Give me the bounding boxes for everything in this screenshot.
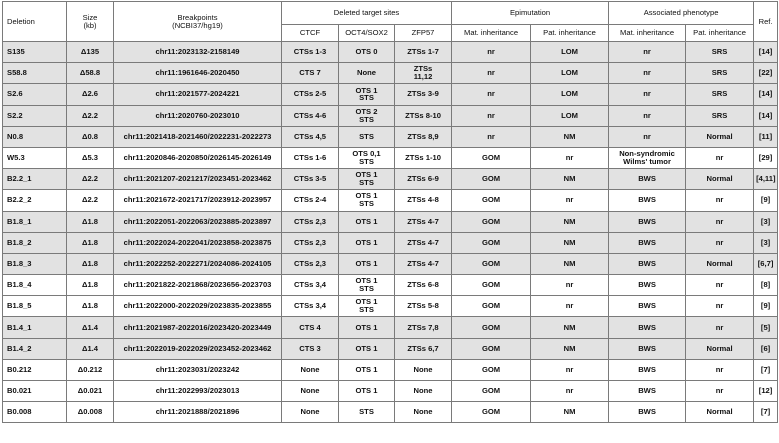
- deletion-cell: B0.021: [3, 381, 67, 402]
- zfp57-cell: None: [395, 359, 452, 380]
- size-cell: Δ58.8: [67, 63, 114, 84]
- size-cell: Δ1.8: [67, 275, 114, 296]
- phen-mat-cell: BWS: [609, 381, 686, 402]
- phen-mat-cell: Non-syndromic Wilms' tumor: [609, 147, 686, 168]
- breakpoints-cell: chr11:2022252-2022271/2024086-2024105: [114, 253, 282, 274]
- epi-mat-cell: GOM: [452, 402, 531, 423]
- ref-cell: [8]: [754, 275, 778, 296]
- header-epi-mat-inheritance: Mat. inheritance: [452, 25, 531, 42]
- phen-mat-cell: BWS: [609, 232, 686, 253]
- epi-pat-cell: NM: [531, 169, 609, 190]
- deletion-cell: N0.8: [3, 126, 67, 147]
- header-phen-pat-inheritance: Pat. inheritance: [686, 25, 754, 42]
- epi-pat-cell: NM: [531, 232, 609, 253]
- table-row: [3, 232, 778, 253]
- epi-mat-cell: GOM: [452, 317, 531, 338]
- ctcf-cell: CTSs 1-6: [282, 147, 339, 168]
- ctcf-cell: CTSs 1-3: [282, 42, 339, 63]
- phen-mat-cell: BWS: [609, 275, 686, 296]
- phen-pat-cell: SRS: [686, 84, 754, 105]
- ref-cell: [9]: [754, 296, 778, 317]
- oct4-sox2-cell: OTS 1 STS: [339, 296, 395, 317]
- breakpoints-cell: chr11:2022019-2022029/2023452-2023462: [114, 338, 282, 359]
- table-row: [3, 317, 778, 338]
- breakpoints-cell: chr11:2021207-2021217/2023451-2023462: [114, 169, 282, 190]
- epi-pat-cell: LOM: [531, 105, 609, 126]
- breakpoints-cell: chr11:2021987-2022016/2023420-2023449: [114, 317, 282, 338]
- ctcf-cell: CTS 4: [282, 317, 339, 338]
- phen-pat-cell: nr: [686, 275, 754, 296]
- phen-pat-cell: Normal: [686, 253, 754, 274]
- deletion-cell: B1.8_4: [3, 275, 67, 296]
- deletion-cell: W5.3: [3, 147, 67, 168]
- deletion-cell: B1.8_1: [3, 211, 67, 232]
- ctcf-cell: CTS 7: [282, 63, 339, 84]
- epi-mat-cell: GOM: [452, 169, 531, 190]
- phen-pat-cell: SRS: [686, 63, 754, 84]
- ctcf-cell: CTSs 4,5: [282, 126, 339, 147]
- breakpoints-cell: chr11:2021577-2024221: [114, 84, 282, 105]
- ctcf-cell: CTSs 2-4: [282, 190, 339, 211]
- header-zfp57: ZFP57: [395, 25, 452, 42]
- table-row: [3, 296, 778, 317]
- ref-cell: [6,7]: [754, 253, 778, 274]
- table-row: [3, 42, 778, 63]
- header-ref: Ref.: [754, 2, 778, 42]
- ref-cell: [3]: [754, 211, 778, 232]
- ctcf-cell: None: [282, 402, 339, 423]
- ref-cell: [5]: [754, 317, 778, 338]
- size-cell: Δ0.008: [67, 402, 114, 423]
- phen-mat-cell: nr: [609, 105, 686, 126]
- oct4-sox2-cell: OTS 1: [339, 359, 395, 380]
- zfp57-cell: ZTSs 1-7: [395, 42, 452, 63]
- epi-pat-cell: NM: [531, 317, 609, 338]
- phen-mat-cell: BWS: [609, 253, 686, 274]
- ctcf-cell: CTSs 3,4: [282, 275, 339, 296]
- header-deletion: Deletion: [3, 2, 67, 42]
- phen-pat-cell: nr: [686, 359, 754, 380]
- table-row: [3, 63, 778, 84]
- deletion-cell: S58.8: [3, 63, 67, 84]
- table-row: [3, 338, 778, 359]
- deletion-cell: B0.008: [3, 402, 67, 423]
- size-cell: Δ2.2: [67, 105, 114, 126]
- breakpoints-cell: chr11:2021672-2021717/2023912-2023957: [114, 190, 282, 211]
- phen-pat-cell: Normal: [686, 169, 754, 190]
- oct4-sox2-cell: OTS 1 STS: [339, 275, 395, 296]
- oct4-sox2-cell: OTS 0,1 STS: [339, 147, 395, 168]
- zfp57-cell: ZTSs 6-8: [395, 275, 452, 296]
- table-row: [3, 84, 778, 105]
- zfp57-cell: ZTSs 8-10: [395, 105, 452, 126]
- header-associated-phenotype: Associated phenotype: [609, 2, 754, 25]
- epi-pat-cell: nr: [531, 296, 609, 317]
- breakpoints-cell: chr11:2021418-2021460/2022231-2022273: [114, 126, 282, 147]
- phen-pat-cell: Normal: [686, 126, 754, 147]
- epi-mat-cell: GOM: [452, 190, 531, 211]
- breakpoints-cell: chr11:2022051-2022063/2023885-2023897: [114, 211, 282, 232]
- ref-cell: [7]: [754, 402, 778, 423]
- phen-mat-cell: BWS: [609, 317, 686, 338]
- oct4-sox2-cell: OTS 1 STS: [339, 169, 395, 190]
- oct4-sox2-cell: OTS 1 STS: [339, 84, 395, 105]
- ctcf-cell: None: [282, 359, 339, 380]
- phen-pat-cell: SRS: [686, 105, 754, 126]
- epi-mat-cell: GOM: [452, 381, 531, 402]
- ref-cell: [14]: [754, 84, 778, 105]
- table-row: [3, 169, 778, 190]
- phen-mat-cell: nr: [609, 63, 686, 84]
- phen-mat-cell: nr: [609, 84, 686, 105]
- epi-pat-cell: NM: [531, 402, 609, 423]
- zfp57-cell: ZTSs 4-8: [395, 190, 452, 211]
- size-cell: Δ0.021: [67, 381, 114, 402]
- oct4-sox2-cell: OTS 1: [339, 253, 395, 274]
- oct4-sox2-cell: OTS 0: [339, 42, 395, 63]
- table-row: [3, 190, 778, 211]
- phen-mat-cell: BWS: [609, 359, 686, 380]
- table-row: [3, 402, 778, 423]
- size-cell: Δ2.2: [67, 169, 114, 190]
- epi-mat-cell: nr: [452, 63, 531, 84]
- phen-pat-cell: nr: [686, 296, 754, 317]
- ctcf-cell: CTSs 3-5: [282, 169, 339, 190]
- table-row: [3, 126, 778, 147]
- deletion-cell: B1.8_3: [3, 253, 67, 274]
- table-header: [3, 2, 778, 42]
- breakpoints-cell: chr11:2022993/2023013: [114, 381, 282, 402]
- epi-mat-cell: GOM: [452, 338, 531, 359]
- epi-pat-cell: NM: [531, 253, 609, 274]
- ref-cell: [7]: [754, 359, 778, 380]
- ref-cell: [12]: [754, 381, 778, 402]
- ctcf-cell: CTS 3: [282, 338, 339, 359]
- zfp57-cell: ZTSs 11,12: [395, 63, 452, 84]
- size-cell: Δ1.8: [67, 232, 114, 253]
- header-oct4-sox2: OCT4/SOX2: [339, 25, 395, 42]
- phen-pat-cell: nr: [686, 232, 754, 253]
- deletion-cell: B1.4_2: [3, 338, 67, 359]
- deletion-cell: S135: [3, 42, 67, 63]
- epi-pat-cell: nr: [531, 381, 609, 402]
- table-row: [3, 211, 778, 232]
- epi-mat-cell: GOM: [452, 253, 531, 274]
- ref-cell: [14]: [754, 105, 778, 126]
- zfp57-cell: None: [395, 402, 452, 423]
- deletions-table: [2, 1, 778, 423]
- oct4-sox2-cell: OTS 1: [339, 317, 395, 338]
- zfp57-cell: ZTSs 4-7: [395, 211, 452, 232]
- zfp57-cell: ZTSs 8,9: [395, 126, 452, 147]
- ctcf-cell: CTSs 2-5: [282, 84, 339, 105]
- size-cell: Δ1.4: [67, 317, 114, 338]
- table-row: [3, 147, 778, 168]
- deletion-cell: B2.2_1: [3, 169, 67, 190]
- zfp57-cell: ZTSs 6-9: [395, 169, 452, 190]
- size-cell: Δ0.8: [67, 126, 114, 147]
- header-ctcf: CTCF: [282, 25, 339, 42]
- ref-cell: [11]: [754, 126, 778, 147]
- breakpoints-cell: chr11:2022000-2022029/2023835-2023855: [114, 296, 282, 317]
- ctcf-cell: CTSs 3,4: [282, 296, 339, 317]
- size-cell: Δ1.8: [67, 253, 114, 274]
- phen-pat-cell: nr: [686, 211, 754, 232]
- ref-cell: [14]: [754, 42, 778, 63]
- size-cell: Δ1.4: [67, 338, 114, 359]
- zfp57-cell: ZTSs 6,7: [395, 338, 452, 359]
- table-row: [3, 359, 778, 380]
- phen-mat-cell: nr: [609, 42, 686, 63]
- deletion-cell: B1.8_5: [3, 296, 67, 317]
- deletion-cell: S2.2: [3, 105, 67, 126]
- size-cell: Δ135: [67, 42, 114, 63]
- epi-mat-cell: nr: [452, 42, 531, 63]
- ref-cell: [4,11]: [754, 169, 778, 190]
- deletion-cell: S2.6: [3, 84, 67, 105]
- header-breakpoints: Breakpoints (NCBI37/hg19): [114, 2, 282, 42]
- epi-pat-cell: NM: [531, 211, 609, 232]
- epi-pat-cell: nr: [531, 275, 609, 296]
- epi-mat-cell: GOM: [452, 296, 531, 317]
- epi-pat-cell: NM: [531, 126, 609, 147]
- deletion-cell: B1.8_2: [3, 232, 67, 253]
- table-row: [3, 105, 778, 126]
- oct4-sox2-cell: OTS 1: [339, 381, 395, 402]
- oct4-sox2-cell: OTS 1 STS: [339, 190, 395, 211]
- epi-pat-cell: nr: [531, 190, 609, 211]
- phen-mat-cell: BWS: [609, 402, 686, 423]
- breakpoints-cell: chr11:2022024-2022041/2023858-2023875: [114, 232, 282, 253]
- oct4-sox2-cell: OTS 1: [339, 211, 395, 232]
- phen-pat-cell: nr: [686, 317, 754, 338]
- zfp57-cell: ZTSs 3-9: [395, 84, 452, 105]
- header-epi-pat-inheritance: Pat. inheritance: [531, 25, 609, 42]
- breakpoints-cell: chr11:2021822-2021868/2023656-2023703: [114, 275, 282, 296]
- oct4-sox2-cell: OTS 1: [339, 338, 395, 359]
- epi-mat-cell: GOM: [452, 275, 531, 296]
- epi-pat-cell: nr: [531, 147, 609, 168]
- breakpoints-cell: chr11:2021888/2021896: [114, 402, 282, 423]
- size-cell: Δ1.8: [67, 211, 114, 232]
- size-cell: Δ2.6: [67, 84, 114, 105]
- header-epimutation: Epimutation: [452, 2, 609, 25]
- table-row: [3, 253, 778, 274]
- size-cell: Δ0.212: [67, 359, 114, 380]
- deletion-cell: B2.2_2: [3, 190, 67, 211]
- epi-mat-cell: GOM: [452, 147, 531, 168]
- table-row: [3, 381, 778, 402]
- zfp57-cell: ZTSs 4-7: [395, 232, 452, 253]
- phen-mat-cell: BWS: [609, 338, 686, 359]
- ctcf-cell: CTSs 4-6: [282, 105, 339, 126]
- epi-pat-cell: NM: [531, 338, 609, 359]
- zfp57-cell: None: [395, 381, 452, 402]
- ctcf-cell: CTSs 2,3: [282, 253, 339, 274]
- ref-cell: [6]: [754, 338, 778, 359]
- ctcf-cell: CTSs 2,3: [282, 211, 339, 232]
- header-deleted-target-sites: Deleted target sites: [282, 2, 452, 25]
- size-cell: Δ1.8: [67, 296, 114, 317]
- header-size: Size (kb): [67, 2, 114, 42]
- zfp57-cell: ZTSs 4-7: [395, 253, 452, 274]
- phen-mat-cell: BWS: [609, 169, 686, 190]
- size-cell: Δ2.2: [67, 190, 114, 211]
- ref-cell: [9]: [754, 190, 778, 211]
- epi-pat-cell: nr: [531, 359, 609, 380]
- phen-pat-cell: nr: [686, 147, 754, 168]
- oct4-sox2-cell: STS: [339, 402, 395, 423]
- epi-pat-cell: LOM: [531, 63, 609, 84]
- phen-mat-cell: BWS: [609, 211, 686, 232]
- zfp57-cell: ZTSs 1-10: [395, 147, 452, 168]
- epi-pat-cell: LOM: [531, 84, 609, 105]
- breakpoints-cell: chr11:2023031/2023242: [114, 359, 282, 380]
- header-phen-mat-inheritance: Mat. inheritance: [609, 25, 686, 42]
- epi-mat-cell: nr: [452, 126, 531, 147]
- epi-mat-cell: GOM: [452, 359, 531, 380]
- oct4-sox2-cell: STS: [339, 126, 395, 147]
- breakpoints-cell: chr11:1961646-2020450: [114, 63, 282, 84]
- epi-mat-cell: GOM: [452, 211, 531, 232]
- ref-cell: [3]: [754, 232, 778, 253]
- zfp57-cell: ZTSs 7,8: [395, 317, 452, 338]
- epi-pat-cell: LOM: [531, 42, 609, 63]
- breakpoints-cell: chr11:2020760-2023010: [114, 105, 282, 126]
- table-body: [3, 42, 778, 423]
- ctcf-cell: CTSs 2,3: [282, 232, 339, 253]
- oct4-sox2-cell: OTS 1: [339, 232, 395, 253]
- phen-pat-cell: SRS: [686, 42, 754, 63]
- phen-mat-cell: BWS: [609, 190, 686, 211]
- size-cell: Δ5.3: [67, 147, 114, 168]
- phen-mat-cell: nr: [609, 126, 686, 147]
- phen-pat-cell: Normal: [686, 402, 754, 423]
- epi-mat-cell: GOM: [452, 232, 531, 253]
- zfp57-cell: ZTSs 5-8: [395, 296, 452, 317]
- ref-cell: [22]: [754, 63, 778, 84]
- phen-pat-cell: nr: [686, 190, 754, 211]
- breakpoints-cell: chr11:2020846-2020850/2026145-2026149: [114, 147, 282, 168]
- deletion-cell: B1.4_1: [3, 317, 67, 338]
- oct4-sox2-cell: None: [339, 63, 395, 84]
- ctcf-cell: None: [282, 381, 339, 402]
- deletion-cell: B0.212: [3, 359, 67, 380]
- breakpoints-cell: chr11:2023132-2158149: [114, 42, 282, 63]
- phen-mat-cell: BWS: [609, 296, 686, 317]
- phen-pat-cell: nr: [686, 381, 754, 402]
- oct4-sox2-cell: OTS 2 STS: [339, 105, 395, 126]
- ref-cell: [29]: [754, 147, 778, 168]
- phen-pat-cell: Normal: [686, 338, 754, 359]
- epi-mat-cell: nr: [452, 84, 531, 105]
- epi-mat-cell: nr: [452, 105, 531, 126]
- table-row: [3, 275, 778, 296]
